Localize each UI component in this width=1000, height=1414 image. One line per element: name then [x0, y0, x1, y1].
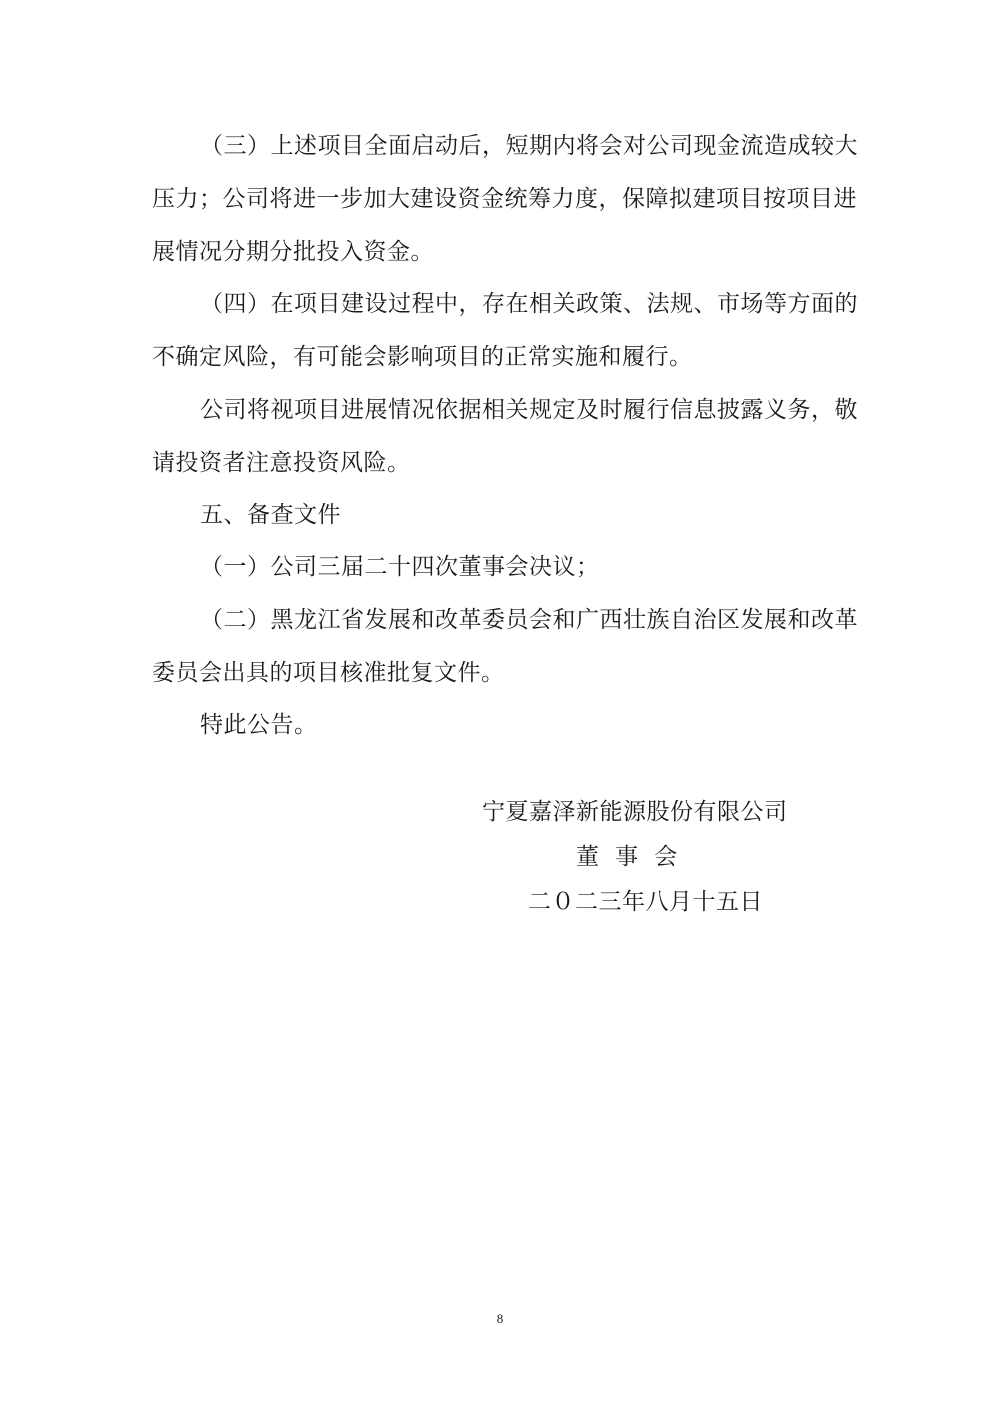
paragraph-3-line-2: 压力；公司将进一步加大建设资金统筹力度，保障拟建项目按项目进	[152, 186, 857, 212]
notice-line-1: 公司将视项目进展情况依据相关规定及时履行信息披露义务，敬	[200, 397, 858, 423]
signature-date: 二０二三年八月十五日	[528, 889, 763, 915]
reference-1: （一）公司三届二十四次董事会决议；	[200, 554, 600, 580]
section-5-heading: 五、备查文件	[200, 502, 341, 528]
closing-text: 特此公告。	[200, 712, 318, 738]
paragraph-3-line-1: （三）上述项目全面启动后，短期内将会对公司现金流造成较大	[200, 133, 858, 159]
reference-2-line-2: 委员会出具的项目核准批复文件。	[152, 660, 505, 686]
signature-board: 董 事 会	[576, 844, 678, 870]
paragraph-4-line-2: 不确定风险，有可能会影响项目的正常实施和履行。	[152, 344, 693, 370]
signature-company: 宁夏嘉泽新能源股份有限公司	[482, 799, 788, 825]
reference-2-line-1: （二）黑龙江省发展和改革委员会和广西壮族自治区发展和改革	[200, 607, 858, 633]
paragraph-4-line-1: （四）在项目建设过程中，存在相关政策、法规、市场等方面的	[200, 291, 858, 317]
paragraph-3-line-3: 展情况分期分批投入资金。	[152, 239, 434, 265]
notice-line-2: 请投资者注意投资风险。	[152, 450, 411, 476]
page-number: 8	[496, 1311, 504, 1326]
